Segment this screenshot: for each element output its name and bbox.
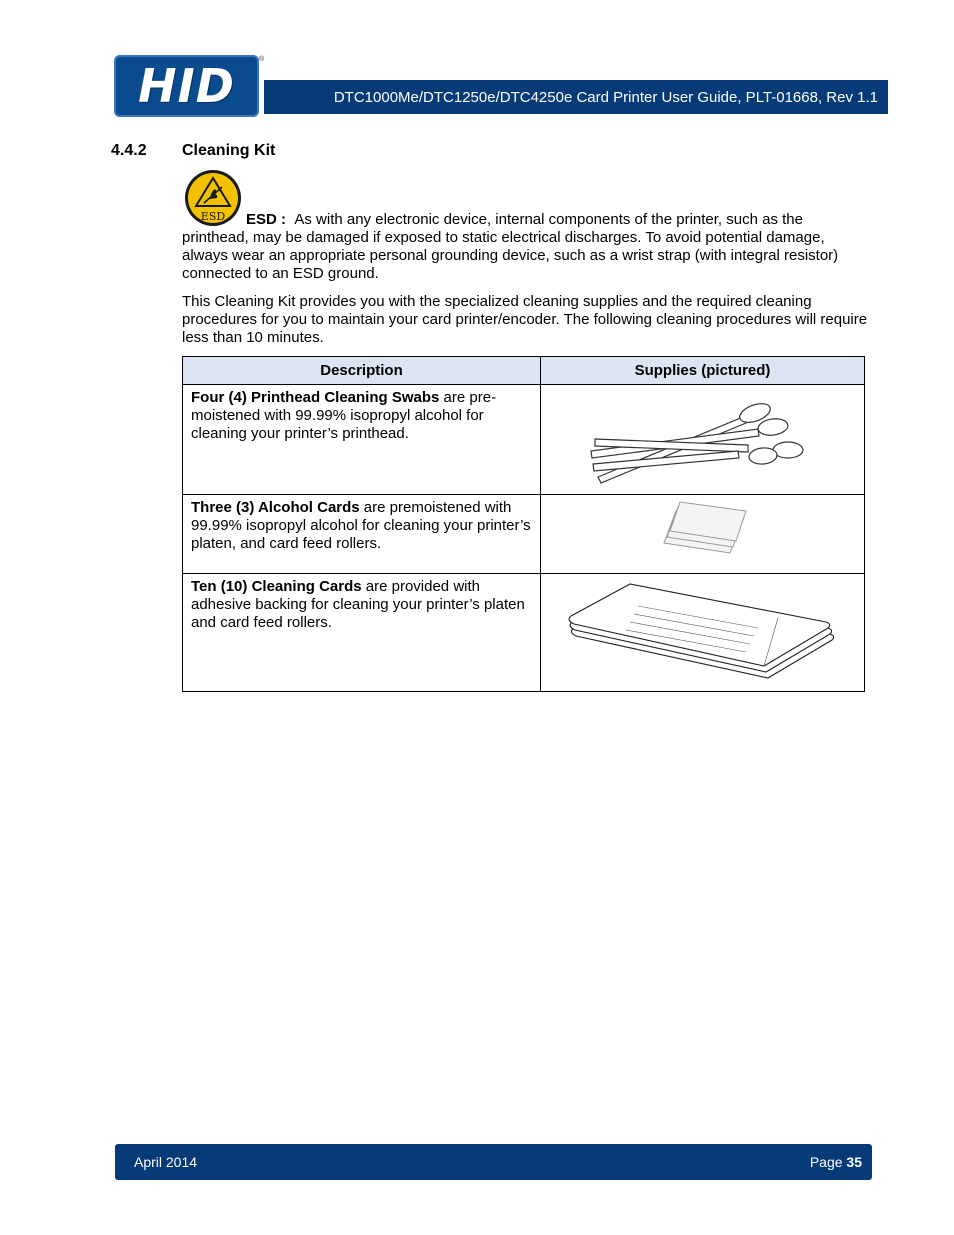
table-row bbox=[183, 385, 865, 495]
supply-image-cell bbox=[541, 574, 865, 692]
supply-image-cell bbox=[541, 495, 865, 574]
row-description bbox=[183, 574, 541, 692]
footer-bar bbox=[115, 1144, 872, 1180]
page-label: Page bbox=[809, 1154, 847, 1170]
registered-mark: ® bbox=[259, 56, 265, 63]
item-text: are premoistened with 99.99% isopropyl alcohol for cleaning your printer’s platen, and card feed rollers. bbox=[191, 499, 531, 552]
document-title: DTC1000Me/DTC1250e/DTC4250e Card Printer User Guide, PLT-01668, Rev 1.1 bbox=[333, 88, 878, 106]
esd-label: ESD : bbox=[246, 211, 287, 228]
esd-text: As with any electronic device, internal components of the printer, such as the printhead, may be damaged if exposed to static electrical discharges. To avoid potential damage, always wear an appropriate personal grounding device, such as a wrist strap (with integral resistor) connected to an ESD ground. bbox=[182, 211, 839, 282]
table-row bbox=[183, 574, 865, 692]
item-text: are provided with adhesive backing for cleaning your printer’s platen and card feed rollers. bbox=[191, 578, 525, 631]
page-indicator bbox=[810, 1154, 862, 1170]
intro-paragraph: This Cleaning Kit provides you with the specialized cleaning supplies and the required cleaning procedures for you to maintain your card printer/encoder. The following cleaning procedures will require less than 10 minutes. bbox=[182, 293, 868, 346]
page-number: 35 bbox=[846, 1154, 862, 1170]
item-name: Four (4) Printhead Cleaning Swabs bbox=[191, 389, 440, 406]
logo-text: HID bbox=[138, 59, 235, 113]
row-description bbox=[183, 385, 541, 495]
alcohol-cards-image bbox=[658, 499, 748, 559]
row-description bbox=[183, 495, 541, 574]
supplies-table bbox=[182, 356, 865, 692]
hid-logo bbox=[114, 55, 259, 117]
footer-date: April 2014 bbox=[134, 1154, 198, 1170]
item-name: Three (3) Alcohol Cards bbox=[191, 499, 360, 516]
table-row bbox=[183, 495, 865, 574]
cleaning-cards-image bbox=[568, 578, 838, 682]
column-header-supplies: Supplies (pictured) bbox=[541, 357, 865, 385]
item-name: Ten (10) Cleaning Cards bbox=[191, 578, 362, 595]
item-text: are pre-moistened with 99.99% isopropyl alcohol for cleaning your printer’s printhead. bbox=[191, 389, 497, 442]
supply-image-cell bbox=[541, 385, 865, 495]
section-number: 4.4.2 bbox=[111, 142, 147, 159]
header-bar bbox=[264, 80, 888, 114]
section-heading bbox=[111, 142, 275, 160]
column-header-description: Description bbox=[183, 357, 541, 385]
esd-paragraph bbox=[182, 211, 872, 283]
section-title: Cleaning Kit bbox=[182, 142, 276, 159]
esd-icon-label: ESD bbox=[200, 210, 226, 223]
cleaning-swabs-image bbox=[583, 389, 823, 485]
